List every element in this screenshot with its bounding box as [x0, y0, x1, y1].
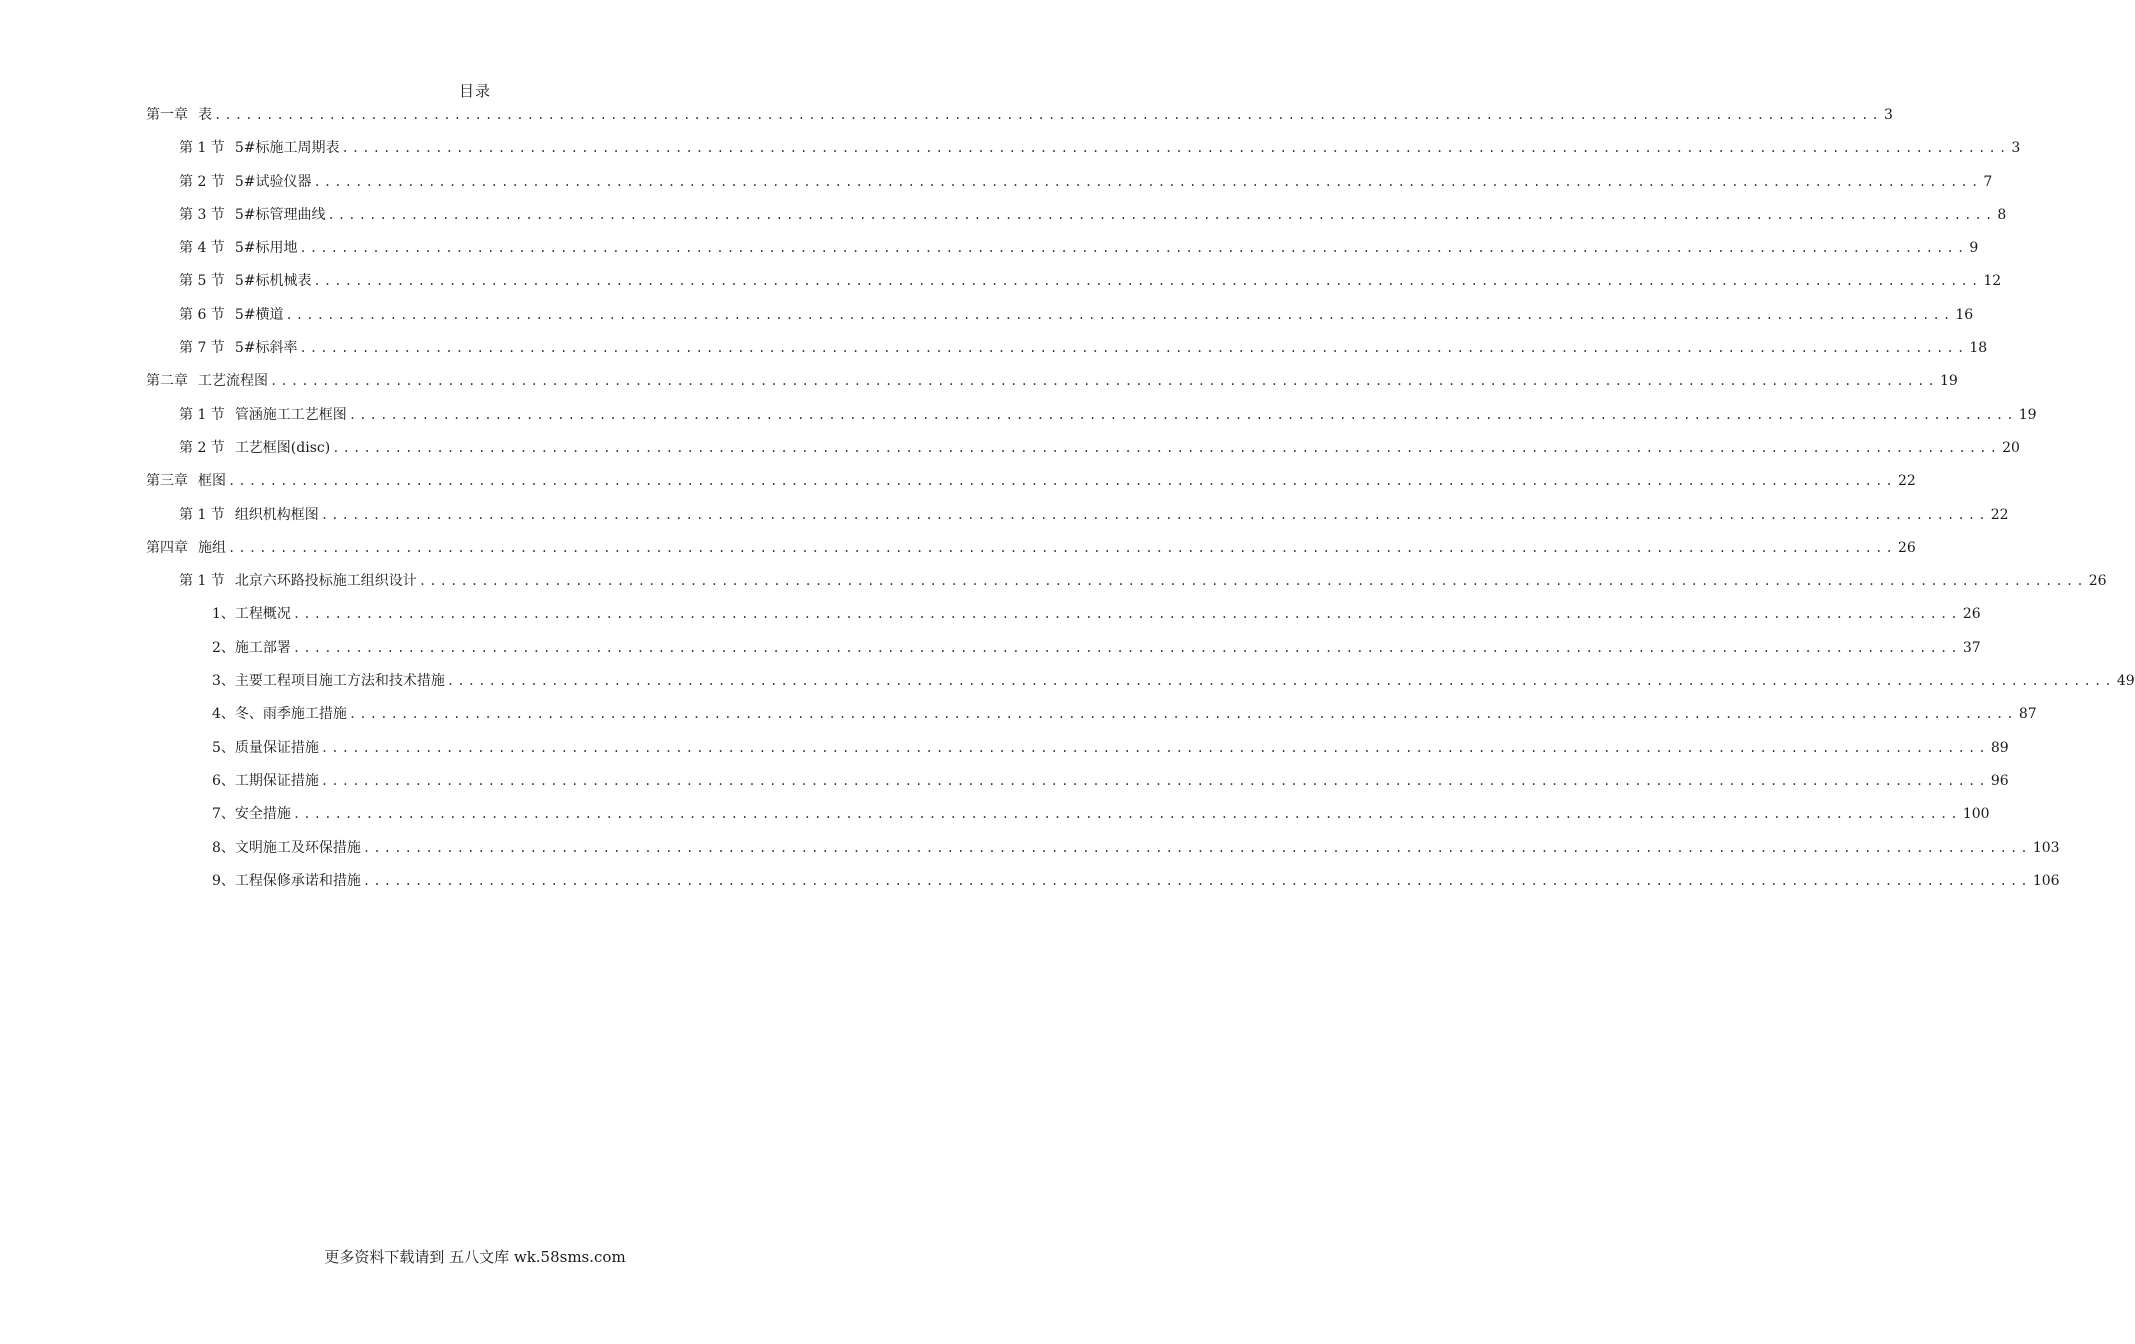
toc-entry[interactable] [146, 637, 1981, 670]
toc-entry[interactable] [146, 370, 1958, 403]
toc-leader-dots: ................................................................................................................................................................ [228, 474, 1896, 489]
toc-entry-number: 第 2 节 [179, 173, 225, 190]
toc-entry-title: 5#试验仪器 [234, 173, 312, 190]
toc-entry-title: 安全措施 [234, 806, 291, 823]
toc-entry-page: 26 [2088, 573, 2107, 590]
toc-entry-page: 22 [1897, 473, 1916, 490]
toc-entry-number: 6、 [212, 772, 235, 789]
toc-entry[interactable] [146, 270, 2002, 303]
toc-entry-page: 96 [1990, 772, 2009, 789]
toc-entry-number: 第四章 [146, 539, 188, 556]
toc-entry-page: 3 [1883, 107, 1893, 123]
toc-entry-page: 12 [1983, 273, 2002, 290]
toc-leader-dots: ................................................................................................................................................................ [292, 607, 1961, 622]
toc-leader-dots: ................................................................................................................................................................ [320, 740, 1989, 755]
toc-entry-number: 2、 [212, 639, 235, 656]
toc-leader-dots: ................................................................................................................................................................ [228, 540, 1896, 555]
toc-entry-title: 质量保证措施 [234, 739, 319, 756]
table-of-contents [146, 104, 2135, 903]
toc-leader-dots: ................................................................................................................................................................ [320, 773, 1989, 788]
toc-entry-title: 文明施工及环保措施 [234, 839, 361, 856]
footer-note: 更多资料下载请到 五八文库 wk.58sms.com [324, 1248, 626, 1266]
toc-entry-page: 20 [2002, 439, 2020, 456]
toc-leader-dots: ................................................................................................................................................................ [362, 873, 2031, 888]
toc-entry-number: 第一章 [146, 107, 188, 123]
toc-entry-title: 冬、雨季施工措施 [234, 706, 347, 723]
toc-entry-title: 5#标斜率 [234, 340, 298, 357]
toc-entry-number: 3、 [212, 673, 235, 690]
toc-entry-number: 第 6 节 [179, 306, 225, 323]
toc-entry-title: 5#标机械表 [234, 273, 312, 290]
toc-entry-page: 26 [1962, 606, 1981, 623]
toc-entry[interactable] [146, 870, 2060, 903]
toc-entry-title: 工程保修承诺和措施 [234, 872, 361, 889]
toc-entry-number: 第二章 [146, 373, 188, 390]
toc-entry-number: 第 5 节 [179, 273, 225, 290]
toc-title: 目录 [458, 82, 491, 100]
toc-entry[interactable] [146, 737, 2009, 770]
toc-entry-page: 100 [1962, 806, 1990, 823]
toc-entry[interactable] [146, 803, 1990, 836]
toc-entry-number: 9、 [212, 872, 235, 889]
toc-entry-title: 工艺流程图 [198, 373, 268, 390]
toc-entry[interactable] [146, 137, 2021, 170]
toc-entry-page: 19 [1939, 373, 1958, 390]
toc-entry-title: 组织机构框图 [234, 506, 319, 523]
toc-entry-page: 106 [2032, 872, 2060, 889]
toc-entry-title: 北京六环路投标施工组织设计 [234, 573, 417, 590]
toc-entry-number: 第 4 节 [179, 240, 225, 257]
toc-entry-number: 第 7 节 [179, 340, 225, 357]
toc-entry[interactable] [146, 703, 2037, 736]
toc-entry-number: 第 1 节 [179, 140, 225, 157]
toc-leader-dots: ................................................................................................................................................................ [320, 507, 1989, 522]
toc-entry-page: 7 [1983, 173, 1993, 190]
toc-entry-title: 5#标施工周期表 [234, 140, 340, 157]
toc-entry-page: 103 [2032, 839, 2060, 856]
toc-entry-number: 4、 [212, 706, 235, 723]
toc-entry-number: 8、 [212, 839, 235, 856]
toc-entry-title: 施组 [198, 539, 226, 556]
toc-leader-dots: ................................................................................................................................................................ [313, 174, 1982, 189]
toc-entry[interactable] [146, 437, 2020, 470]
toc-entry[interactable] [146, 204, 2007, 237]
toc-entry[interactable] [146, 770, 2009, 803]
toc-entry[interactable] [146, 504, 2009, 537]
toc-leader-dots: ................................................................................................................................................................ [292, 807, 1961, 822]
toc-entry-title: 工艺框图(disc) [234, 439, 331, 456]
toc-entry-title: 5#标管理曲线 [234, 206, 326, 223]
toc-leader-dots: ................................................................................................................................................................ [348, 407, 2017, 422]
toc-leader-dots: ................................................................................................................................................................ [313, 274, 1982, 289]
toc-leader-dots: ................................................................................................................................................................ [285, 307, 1954, 322]
toc-entry-page: 8 [1997, 206, 2007, 223]
toc-entry[interactable] [146, 537, 1916, 570]
toc-entry-page: 3 [2011, 140, 2021, 157]
toc-entry-title: 5#横道 [234, 306, 284, 323]
toc-entry-page: 89 [1990, 739, 2009, 756]
toc-entry[interactable] [146, 837, 2060, 870]
toc-entry[interactable] [146, 470, 1916, 503]
toc-entry[interactable] [146, 104, 1893, 137]
toc-entry-title: 主要工程项目施工方法和技术措施 [234, 673, 445, 690]
toc-entry-page: 9 [1969, 240, 1979, 257]
toc-entry-title: 框图 [198, 473, 226, 490]
toc-entry[interactable] [146, 171, 1993, 204]
toc-entry[interactable] [146, 337, 1988, 370]
toc-entry-title: 表 [198, 107, 212, 123]
toc-entry-page: 26 [1897, 539, 1916, 556]
toc-entry-title: 5#标用地 [234, 240, 298, 257]
toc-entry-page: 87 [2018, 706, 2037, 723]
toc-entry-page: 16 [1955, 306, 1974, 323]
toc-entry-page: 22 [1990, 506, 2009, 523]
toc-entry-number: 1、 [212, 606, 235, 623]
toc-entry-title: 管涵施工工艺框图 [234, 406, 347, 423]
toc-entry-page: 37 [1962, 639, 1981, 656]
toc-leader-dots: ................................................................................................................................................................ [332, 440, 2001, 455]
toc-leader-dots: ................................................................................................................................................................ [214, 108, 1882, 122]
toc-entry-number: 7、 [212, 806, 235, 823]
toc-entry-number: 第 3 节 [179, 206, 225, 223]
toc-entry-page: 18 [1969, 340, 1988, 357]
toc-entry-number: 第 1 节 [179, 506, 225, 523]
toc-leader-dots: ................................................................................................................................................................ [341, 141, 2010, 156]
toc-leader-dots: ................................................................................................................................................................ [327, 207, 1996, 222]
toc-leader-dots: ................................................................................................................................................................ [348, 707, 2017, 722]
toc-leader-dots: ................................................................................................................................................................ [418, 574, 2087, 589]
toc-entry-number: 第 1 节 [179, 573, 225, 590]
toc-entry[interactable] [146, 237, 1979, 270]
toc-entry-page: 19 [2018, 406, 2037, 423]
toc-entry-title: 工程概况 [234, 606, 291, 623]
toc-leader-dots: ................................................................................................................................................................ [270, 374, 1938, 389]
toc-leader-dots: ................................................................................................................................................................ [446, 674, 2115, 689]
toc-entry-number: 第 2 节 [179, 439, 225, 456]
toc-entry-title: 工期保证措施 [234, 772, 319, 789]
toc-entry[interactable] [146, 570, 2107, 603]
toc-entry-title: 施工部署 [234, 639, 291, 656]
toc-entry[interactable] [146, 670, 2135, 703]
toc-entry-number: 第三章 [146, 473, 188, 490]
toc-leader-dots: ................................................................................................................................................................ [299, 241, 1968, 256]
toc-entry[interactable] [146, 404, 2037, 437]
toc-entry-page: 49 [2116, 673, 2135, 690]
toc-entry-number: 5、 [212, 739, 235, 756]
toc-entry-number: 第 1 节 [179, 406, 225, 423]
toc-leader-dots: ................................................................................................................................................................ [362, 840, 2031, 855]
toc-leader-dots: ................................................................................................................................................................ [292, 640, 1961, 655]
toc-leader-dots: ................................................................................................................................................................ [299, 341, 1968, 356]
toc-entry[interactable] [146, 603, 1981, 636]
toc-entry[interactable] [146, 304, 1974, 337]
